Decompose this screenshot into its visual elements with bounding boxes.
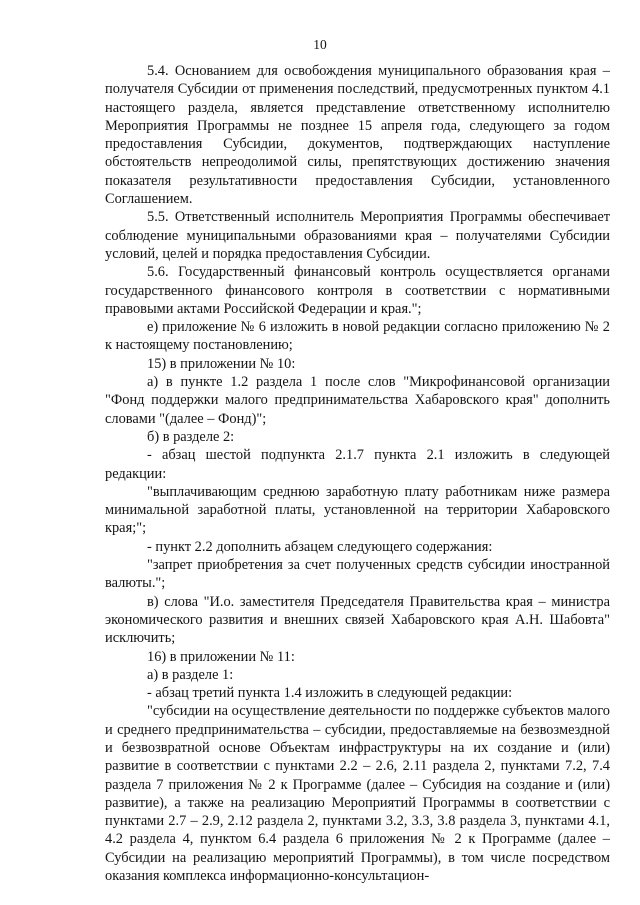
paragraph-item-15-b-dash-2: - пункт 2.2 дополнить абзацем следующего содержания: — [147, 538, 493, 555]
paragraph-item-e: е) приложение № 6 изложить в новой редакции согласно приложению № 2 к настоящему постановлению; — [105, 319, 610, 354]
paragraph-5-5: 5.5. Ответственный исполнитель Мероприятия Программы обеспечивает соблюдение муниципальными образованиями края – получателями Субсидии условий, целей и порядка предоставления Субсидии. — [105, 209, 610, 262]
paragraph-item-16: 16) в приложении № 11: — [147, 648, 295, 665]
document-body — [105, 62, 610, 885]
paragraph-quote-2: "запрет приобретения за счет полученных средств субсидии иностранной валюты."; — [105, 557, 610, 592]
paragraph-quote-3: "субсидии на осуществление деятельности по поддержке субъектов малого и среднего предпринимательства – субсидии, предоставляемые на безвозмездной и безвозвратной основе Объектам инфраструктуры на их создание и (или) развитие в соответствии с пунктами 2.2 – 2.6, 2.11 раздела 2, пунктами 7.2, 7.4 раздела 7 приложения № 2 к Программе (далее – Субсидия на создание и (или) развитие), а также на реализацию Мероприятий Программы в соответствии с пунктами 2.7 – 2.9, 2.12 раздела 2, пунктами 3.2, 3.3, 3.8 раздела 3, пунктами 4.1, 4.2 раздела 4, пунктом 6.4 раздела 6 приложения № 2 к Программе (далее – Субсидии на реализацию мероприятий Программы), в том числе посредством оказания комплекса информационно-консультацион- — [105, 703, 610, 885]
paragraph-item-15-v: в) слова "И.о. заместителя Председателя Правительства края – министра экономического развития и внешних связей Хабаровского края А.Н. Шабовта" исключить; — [105, 593, 610, 647]
paragraph-item-16-a: а) в разделе 1: — [147, 666, 234, 683]
paragraph-5-4: 5.4. Основанием для освобождения муниципального образования края – получателя Субсидии от применения последствий, предусмотренных пунктом 4.1 настоящего раздела, является представление ответственному исполнителю Мероприятия Программы не позднее 15 апреля года, следующего за годом предоставления Субсидии, документов, подтверждающих наступление обстоятельств непреодолимой силы, препятствующих достижению значения показателя результативности предоставления Субсидии, установленного Соглашением. — [105, 63, 610, 208]
paragraph-item-15: 15) в приложении № 10: — [147, 355, 296, 372]
paragraph-item-16-a-dash: - абзац третий пункта 1.4 изложить в следующей редакции: — [147, 685, 513, 702]
paragraph-item-15-b-dash-1: - абзац шестой подпункта 2.1.7 пункта 2.1 изложить в следующей редакции: — [105, 447, 610, 482]
paragraph-item-15-a: а) в пункте 1.2 раздела 1 после слов "Микрофинансовой организации "Фонд поддержки малого предпринимательства Хабаровского края" дополнить словами "(далее – Фонд)"; — [105, 374, 610, 427]
paragraph-item-15-b: б) в разделе 2: — [147, 428, 235, 445]
paragraph-5-6: 5.6. Государственный финансовый контроль осуществляется органами государственного финансового контроля в соответствии с нормативными правовыми актами Российской Федерации и края."; — [105, 264, 610, 317]
paragraph-quote-1: "выплачивающим среднюю заработную плату работникам ниже размера минимальной заработной платы, установленной на территории Хабаровского края;"; — [105, 483, 610, 537]
page-number: 10 — [313, 37, 327, 52]
